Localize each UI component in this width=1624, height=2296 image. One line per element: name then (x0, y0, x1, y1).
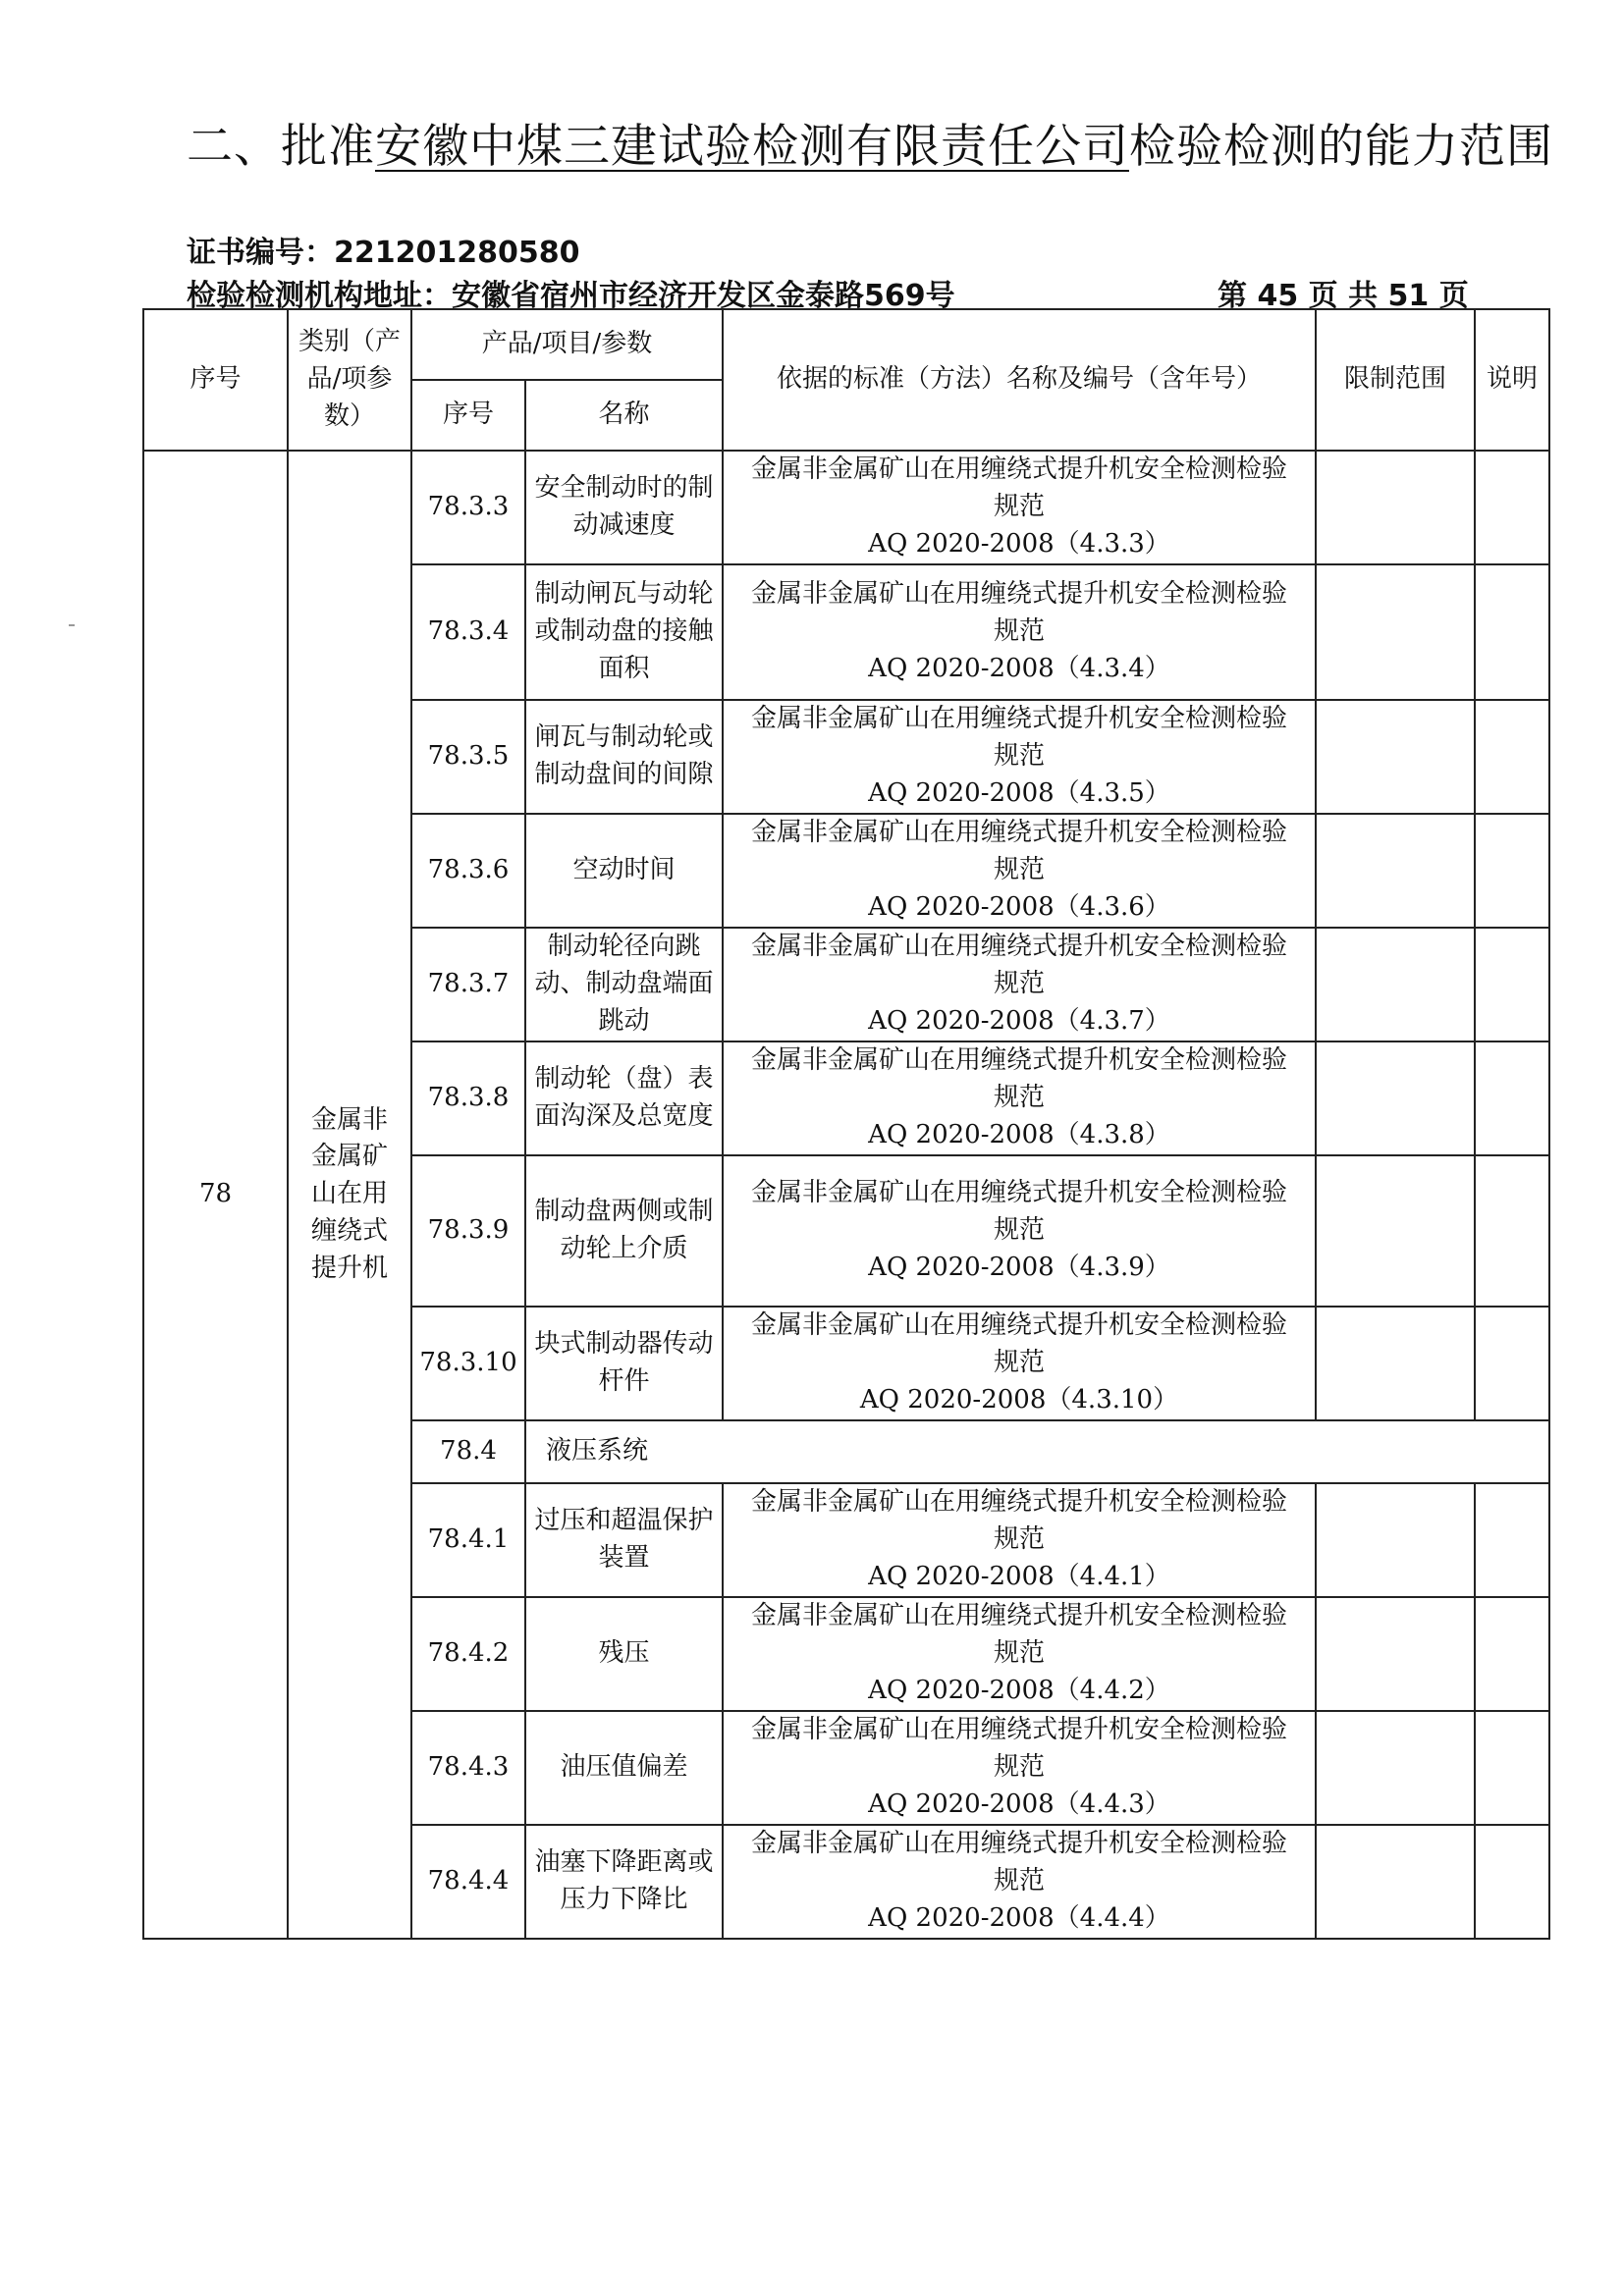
note-cell (1475, 1483, 1549, 1597)
item-name: 制动轮（盘）表面沟深及总宽度 (525, 1041, 723, 1155)
standard-cell (723, 1711, 1316, 1825)
standard-code: AQ 2020-2008（4.4.1） (868, 1561, 1170, 1591)
standard-code: AQ 2020-2008（4.3.5） (868, 777, 1170, 808)
section-name: 液压系统 (525, 1420, 1549, 1483)
standard-code: AQ 2020-2008（4.3.4） (868, 653, 1170, 683)
standard-code: AQ 2020-2008（4.4.4） (868, 1902, 1170, 1933)
item-name: 安全制动时的制动减速度 (525, 451, 723, 564)
note-cell (1475, 1307, 1549, 1420)
standard-cell (723, 1155, 1316, 1307)
item-name: 块式制动器传动杆件 (525, 1307, 723, 1420)
header-category: 类别（产品/项参数） (288, 309, 411, 451)
limit-cell (1316, 928, 1475, 1041)
note-cell (1475, 1711, 1549, 1825)
item-number: 78.3.5 (411, 700, 525, 814)
table-row (143, 451, 1549, 564)
note-cell (1475, 1155, 1549, 1307)
limit-cell (1316, 1307, 1475, 1420)
item-number: 78.3.8 (411, 1041, 525, 1155)
item-number: 78.3.3 (411, 451, 525, 564)
header-product-group: 产品/项目/参数 (411, 309, 723, 380)
institution-address: 检验检测机构地址：安徽省宿州市经济开发区金泰路569号 (187, 279, 955, 313)
group-category: 金属非金属矿山在用缠绕式提升机 (288, 451, 411, 1939)
limit-cell (1316, 1483, 1475, 1597)
standard-code: AQ 2020-2008（4.3.3） (868, 528, 1170, 559)
item-name: 油压值偏差 (525, 1711, 723, 1825)
note-cell (1475, 564, 1549, 700)
group-seq: 78 (143, 451, 288, 1939)
standard-name: 金属非金属矿山在用缠绕式提升机安全检测检验规范 (750, 818, 1287, 885)
standard-name: 金属非金属矿山在用缠绕式提升机安全检测检验规范 (750, 579, 1287, 647)
limit-cell (1316, 814, 1475, 928)
standard-code: AQ 2020-2008（4.3.7） (868, 1005, 1170, 1036)
item-number: 78.3.10 (411, 1307, 525, 1420)
standard-cell (723, 1041, 1316, 1155)
standard-cell (723, 1483, 1316, 1597)
standard-name: 金属非金属矿山在用缠绕式提升机安全检测检验规范 (750, 1715, 1287, 1783)
note-cell (1475, 814, 1549, 928)
title-prefix: 二、批准 (187, 120, 375, 174)
section-number: 78.4 (411, 1420, 525, 1483)
scan-mark (69, 624, 75, 626)
note-cell (1475, 1597, 1549, 1711)
standard-name: 金属非金属矿山在用缠绕式提升机安全检测检验规范 (750, 1829, 1287, 1896)
item-number: 78.3.4 (411, 564, 525, 700)
title-company: 安徽中煤三建试验检测有限责任公司 (375, 120, 1129, 174)
standard-code: AQ 2020-2008（4.3.10） (859, 1384, 1179, 1415)
limit-cell (1316, 700, 1475, 814)
limit-cell (1316, 451, 1475, 564)
item-name: 制动盘两侧或制动轮上介质 (525, 1155, 723, 1307)
page-number: 第 45 页 共 51 页 (1218, 279, 1469, 313)
header-sub-seq: 序号 (411, 380, 525, 451)
standard-name: 金属非金属矿山在用缠绕式提升机安全检测检验规范 (750, 1487, 1287, 1555)
header-row (143, 309, 1549, 380)
standard-code: AQ 2020-2008（4.3.9） (868, 1252, 1170, 1282)
item-number: 78.3.7 (411, 928, 525, 1041)
limit-cell (1316, 1711, 1475, 1825)
header-limit: 限制范围 (1316, 309, 1475, 451)
limit-cell (1316, 1597, 1475, 1711)
standard-cell (723, 814, 1316, 928)
header-sub-name: 名称 (525, 380, 723, 451)
note-cell (1475, 1825, 1549, 1939)
standard-code: AQ 2020-2008（4.3.8） (868, 1119, 1170, 1149)
item-number: 78.4.3 (411, 1711, 525, 1825)
standard-name: 金属非金属矿山在用缠绕式提升机安全检测检验规范 (750, 932, 1287, 999)
standard-cell (723, 1307, 1316, 1420)
standard-cell (723, 564, 1316, 700)
item-number: 78.3.9 (411, 1155, 525, 1307)
standard-cell (723, 700, 1316, 814)
limit-cell (1316, 1825, 1475, 1939)
item-name: 空动时间 (525, 814, 723, 928)
header-standard: 依据的标准（方法）名称及编号（含年号） (723, 309, 1316, 451)
scope-table (142, 308, 1550, 1940)
standard-cell (723, 451, 1316, 564)
standard-cell (723, 928, 1316, 1041)
standard-name: 金属非金属矿山在用缠绕式提升机安全检测检验规范 (750, 1310, 1287, 1378)
item-name: 制动闸瓦与动轮或制动盘的接触面积 (525, 564, 723, 700)
item-number: 78.3.6 (411, 814, 525, 928)
item-number: 78.4.2 (411, 1597, 525, 1711)
standard-cell (723, 1825, 1316, 1939)
standard-code: AQ 2020-2008（4.4.3） (868, 1789, 1170, 1819)
certificate-number: 证书编号：221201280580 (187, 236, 580, 270)
standard-name: 金属非金属矿山在用缠绕式提升机安全检测检验规范 (750, 1045, 1287, 1113)
title-suffix: 检验检测的能力范围 (1129, 120, 1553, 174)
header-note: 说明 (1475, 309, 1549, 451)
item-name: 残压 (525, 1597, 723, 1711)
note-cell (1475, 700, 1549, 814)
standard-name: 金属非金属矿山在用缠绕式提升机安全检测检验规范 (750, 1601, 1287, 1669)
note-cell (1475, 451, 1549, 564)
item-name: 制动轮径向跳动、制动盘端面跳动 (525, 928, 723, 1041)
item-number: 78.4.1 (411, 1483, 525, 1597)
standard-name: 金属非金属矿山在用缠绕式提升机安全检测检验规范 (750, 454, 1287, 522)
page-title (187, 110, 1553, 176)
item-name: 过压和超温保护装置 (525, 1483, 723, 1597)
item-number: 78.4.4 (411, 1825, 525, 1939)
limit-cell (1316, 1041, 1475, 1155)
standard-code: AQ 2020-2008（4.4.2） (868, 1675, 1170, 1705)
standard-name: 金属非金属矿山在用缠绕式提升机安全检测检验规范 (750, 1178, 1287, 1246)
limit-cell (1316, 1155, 1475, 1307)
limit-cell (1316, 564, 1475, 700)
header-seq: 序号 (143, 309, 288, 451)
note-cell (1475, 928, 1549, 1041)
item-name: 闸瓦与制动轮或制动盘间的间隙 (525, 700, 723, 814)
standard-name: 金属非金属矿山在用缠绕式提升机安全检测检验规范 (750, 704, 1287, 772)
item-name: 油塞下降距离或压力下降比 (525, 1825, 723, 1939)
note-cell (1475, 1041, 1549, 1155)
standard-code: AQ 2020-2008（4.3.6） (868, 891, 1170, 922)
standard-cell (723, 1597, 1316, 1711)
